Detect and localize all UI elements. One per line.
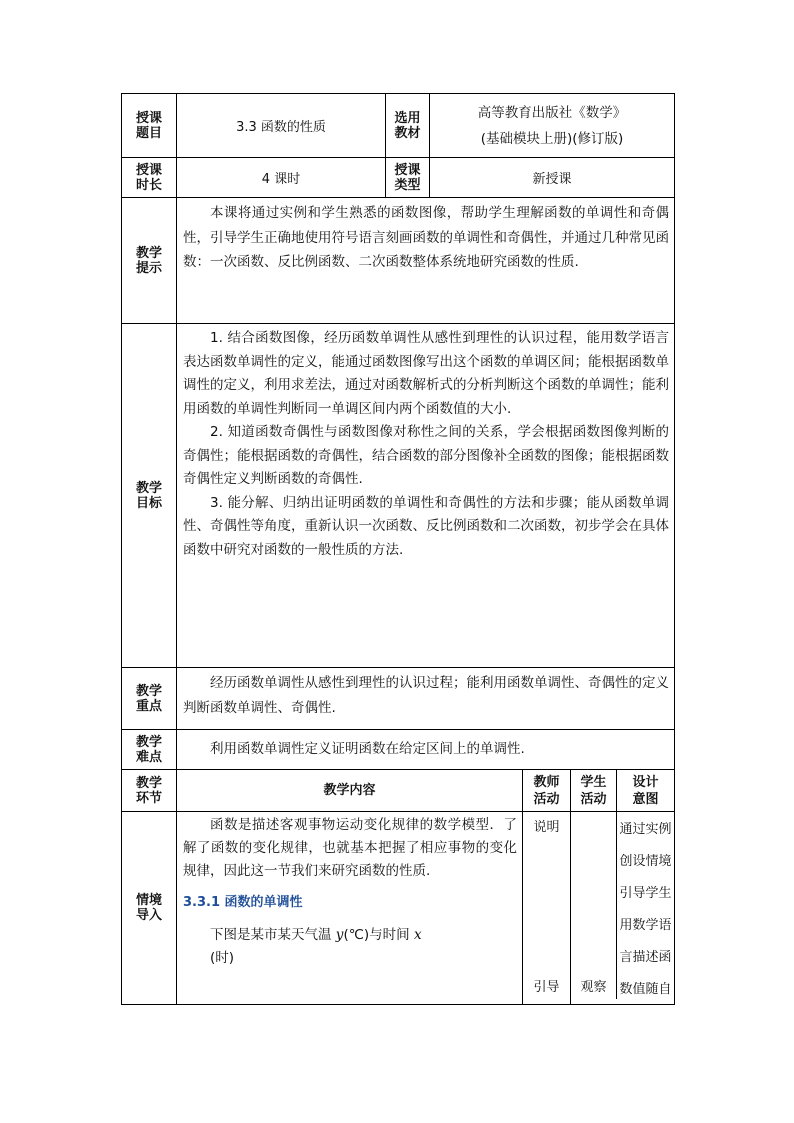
goals-text xyxy=(177,324,675,668)
student-activity-cell: 观察 xyxy=(571,812,617,999)
goal-item: 3. 能分解、归纳出证明函数的单调性和奇偶性的方法和步骤；能从函数单调性、奇偶性等角度，重新认识一次函数、反比例函数和二次函数，初步学会在具体函数中研究对函数的一般性质的方法. xyxy=(183,494,670,558)
duration-value: 4 课时 xyxy=(177,158,386,198)
intro-row xyxy=(122,812,675,1005)
section-title: 3.3.1 函数的单调性 xyxy=(183,895,303,910)
intro-line-1: 下图是某市某天气温 y(℃)与时间 x xyxy=(210,927,422,943)
duration-row xyxy=(122,158,675,198)
goal-item: 2. 知道函数奇偶性与函数图像对称性之间的关系，学会根据函数图像判断的奇偶性；能根据函数的奇偶性，结合函数的部分图像补全函数的图像；能根据函数奇偶性定义判断函数的奇偶性. xyxy=(183,424,670,487)
textbook-value: 高等教育出版社《数学》 (基础模块上册)(修订版) xyxy=(430,94,675,158)
difficulties-label: 教学 难点 xyxy=(122,730,177,770)
student-and-intent-cell xyxy=(571,812,675,1005)
intro-paragraph: 函数是描述客观事物运动变化规律的数学模型．了解了函数的变化规律，也就基本把握了相应事物的变化规律，因此这一节我们来研究函数的性质. xyxy=(183,817,517,879)
topic-row xyxy=(122,94,675,158)
type-label: 授课 类型 xyxy=(386,158,430,198)
student-activity-header: 学生 活动 xyxy=(571,770,617,811)
difficulties-text: 利用函数单调性定义证明函数在给定区间上的单调性. xyxy=(177,730,675,770)
key-points-row xyxy=(122,668,675,730)
difficulties-row xyxy=(122,730,675,770)
duration-label: 授课 时长 xyxy=(122,158,177,198)
key-points-text: 经历函数单调性从感性到理性的认识过程；能利用函数单调性、奇偶性的定义判断函数单调性、奇偶性. xyxy=(177,668,675,730)
tips-label: 教学 提示 xyxy=(122,198,177,324)
student-and-intent-header xyxy=(571,770,675,812)
process-header-row xyxy=(122,770,675,812)
tips-text: 本课将通过实例和学生熟悉的函数图像，帮助学生理解函数的单调性和奇偶性，引导学生正确地使用符号语言刻画函数的单调性和奇偶性，并通过几种常见函数：一次函数、反比例函数、二次函数整体系统地研究函数的性质. xyxy=(177,198,675,324)
key-points-label: 教学 重点 xyxy=(122,668,177,730)
intent-header: 设计 意图 xyxy=(632,774,659,807)
intro-content xyxy=(177,812,523,1005)
intro-line-2: (时) xyxy=(210,950,235,966)
topic-label: 授课 题目 xyxy=(122,94,177,158)
intent-cell: 通过实例 创设情境 引导学生 用数学语 言描述函 数值随自 xyxy=(619,822,672,997)
goals-row xyxy=(122,324,675,668)
teacher-activity-cell: 说明 引导 xyxy=(523,812,571,1005)
tips-row xyxy=(122,198,675,324)
textbook-label: 选用 教材 xyxy=(386,94,430,158)
lesson-plan-table xyxy=(121,93,675,1005)
type-value: 新授课 xyxy=(430,158,675,198)
intro-label: 情境 导入 xyxy=(122,812,177,1005)
content-header: 教学内容 xyxy=(177,770,523,812)
teacher-activity-header: 教师 活动 xyxy=(523,770,571,812)
stage-header: 教学 环节 xyxy=(122,770,177,812)
goals-label: 教学 目标 xyxy=(122,324,177,668)
topic-value: 3.3 函数的性质 xyxy=(177,94,386,158)
goal-item: 1. 结合函数图像，经历函数单调性从感性到理性的认识过程，能用数学语言表达函数单调性的定义，能通过函数图像写出这个函数的单调区间；能根据函数单调性的定义，利用求差法，通过对函数解析式的分析判断这个函数的单调性；能利用函数的单调性判断同一单调区间内两个函数值的大小. xyxy=(183,330,670,417)
